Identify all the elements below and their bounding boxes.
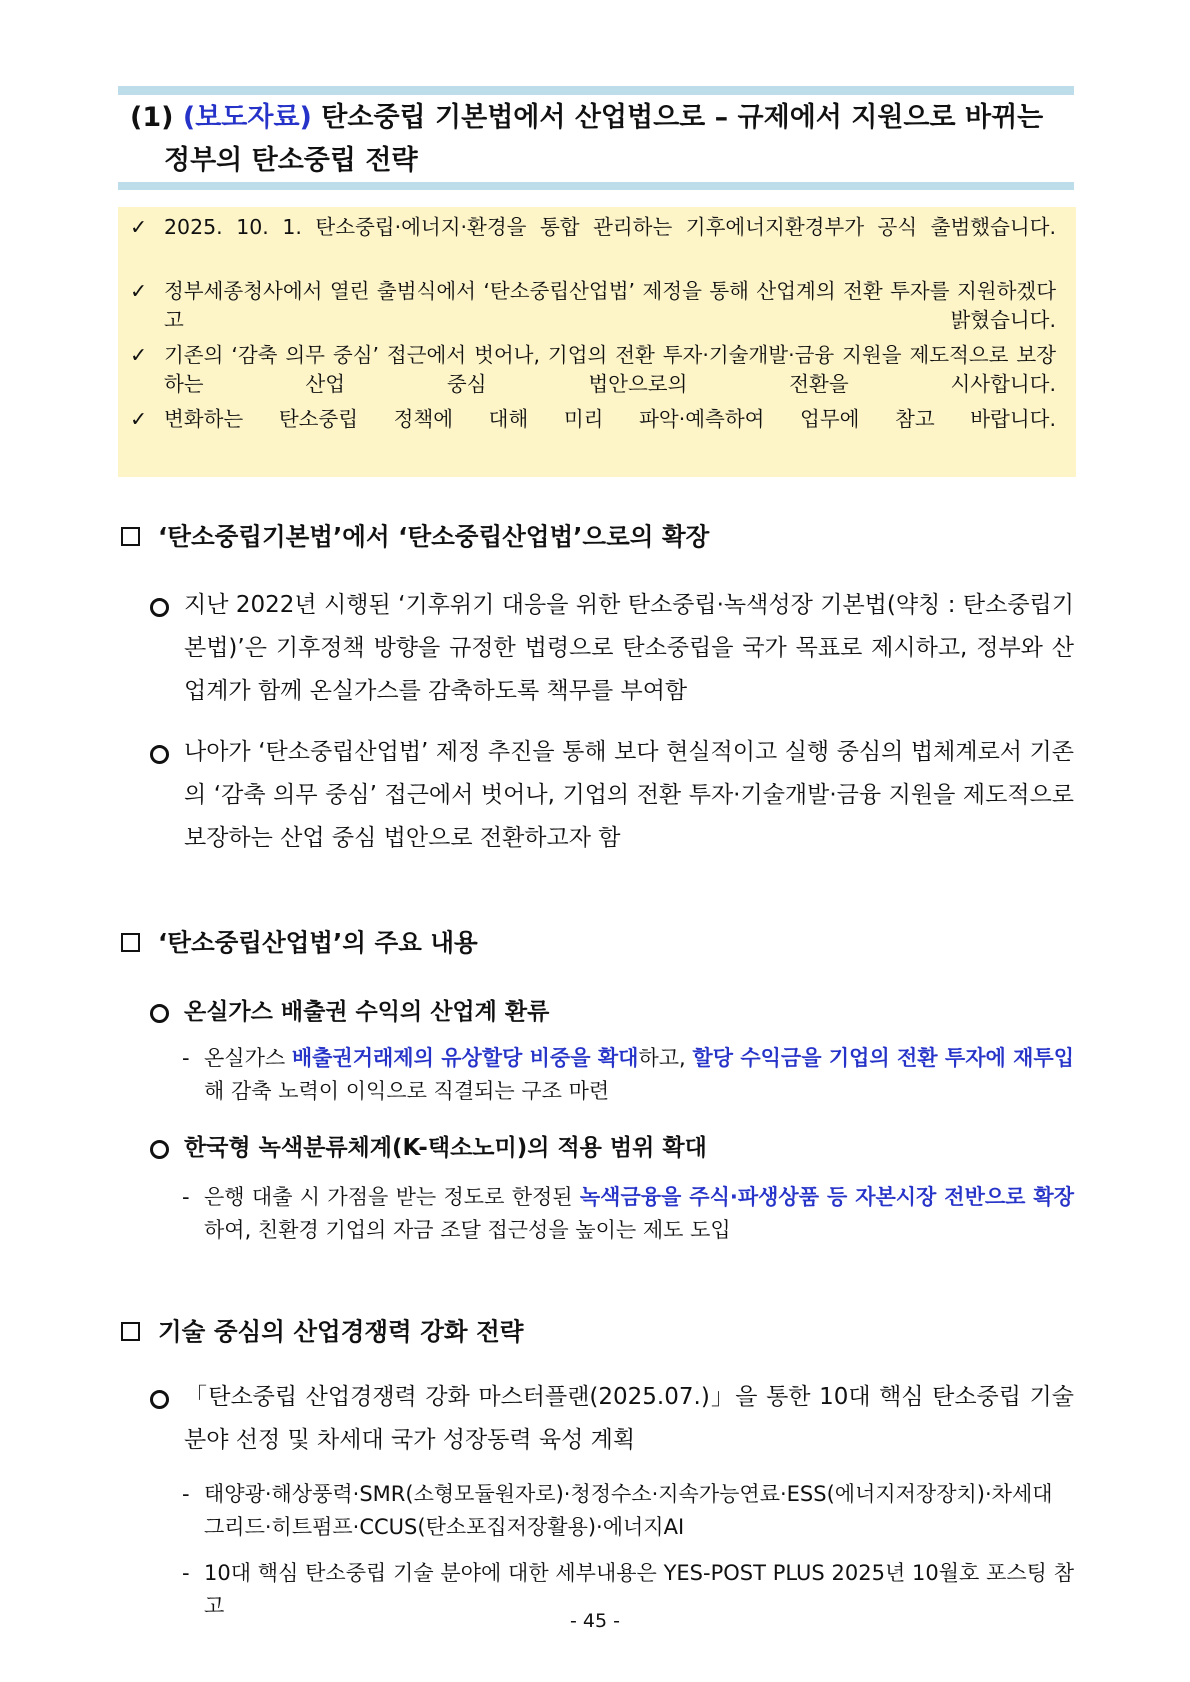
dash-item-text: 태양광·해상풍력·SMR(소형모듈원자로)·청정수소·지속가능연료·ESS(에너지저장장치)·차세대 그리드·히트펌프·CCUS(탄소포집저장활용)·에너지AI [204,1482,1053,1539]
section-heading-text: ‘탄소중립산업법’의 주요 내용 [158,928,478,957]
dash-bullet: - [182,1185,190,1209]
dash-item-text: 온실가스 배출권거래제의 유상할당 비중을 확대하고, 할당 수익금을 기업의 전환 투자에 재투입해 감축 노력이 이익으로 직결되는 구조 마련 [204,1046,1074,1103]
title-bottom-rule [118,182,1074,190]
summary-item [130,213,1056,271]
dash-item [182,1478,1074,1544]
title-top-rule [118,86,1074,95]
summary-item [130,405,1056,463]
title-line1: 탄소중립 기본법에서 산업법으로 – 규제에서 지원으로 바뀌는 [321,102,1044,133]
check-icon: ✓ [130,407,148,431]
summary-text: 2025. 10. 1. 탄소중립·에너지·환경을 통합 관리하는 기후에너지환경부가 공식 출범했습니다. [164,215,1056,239]
circle-item [150,1376,1074,1462]
check-icon: ✓ [130,279,148,303]
square-bullet-icon [121,1322,140,1341]
dash-item-text: 은행 대출 시 가점을 받는 정도로 한정된 녹색금융을 주식·파생상품 등 자본시장 전반으로 확장하여, 친환경 기업의 자금 조달 접근성을 높이는 제도 도입 [204,1185,1074,1242]
circle-item [150,1131,1074,1165]
page-title [130,96,1080,182]
circle-item-text: 나아가 ‘탄소중립산업법’ 제정 추진을 통해 보다 현실적이고 실행 중심의 법체계로서 기존의 ‘감축 의무 중심’ 접근에서 벗어나, 기업의 전환 투자·기술개발·금융 지원을 제도적으로 보장하는 산업 중심 법안으로 전환하고자 함 [184,739,1074,851]
highlight-text: 할당 수익금을 기업의 전환 투자에 재투입 [692,1046,1074,1070]
dash-item [182,1181,1074,1247]
summary-text: 정부세종청사에서 열린 출범식에서 ‘탄소중립산업법’ 제정을 통해 산업계의 전환 투자를 지원하겠다고 밝혔습니다. [164,279,1056,332]
section-heading [121,520,709,554]
title-number: (1) [130,102,174,133]
circle-item-text: 「탄소중립 산업경쟁력 강화 마스터플랜(2025.07.)」을 통한 10대 핵심 탄소중립 기술분야 선정 및 차세대 국가 성장동력 육성 계획 [184,1384,1074,1453]
dash-item [182,1042,1074,1108]
dash-item-text: 10대 핵심 탄소중립 기술 분야에 대한 세부내용은 YES-POST PLUS 2025년 10월호 포스팅 참고 [204,1561,1074,1618]
dash-bullet: - [182,1482,190,1506]
title-line2: 정부의 탄소중립 전략 [164,145,418,176]
circle-bullet-icon [150,1139,169,1165]
circle-item-text: 지난 2022년 시행된 ‘기후위기 대응을 위한 탄소중립·녹색성장 기본법(약칭 : 탄소중립기본법)’은 기후정책 방향을 규정한 법령으로 탄소중립을 국가 목표로 제시하고, 정부와 산업계가 함께 온실가스를 감축하도록 책무를 부여함 [184,592,1074,704]
circle-bullet-icon [150,1003,169,1029]
circle-bullet-icon [150,744,169,770]
section-heading-text: 기술 중심의 산업경쟁력 강화 전략 [158,1317,524,1346]
circle-bullet-icon [150,597,169,623]
circle-bullet-icon [150,1389,169,1415]
section-heading-text: ‘탄소중립기본법’에서 ‘탄소중립산업법’으로의 확장 [158,522,710,551]
summary-box [118,207,1076,477]
dash-bullet: - [182,1046,190,1070]
circle-item [150,995,1074,1029]
subsection-title: 한국형 녹색분류체계(K-택소노미)의 적용 범위 확대 [184,1135,707,1161]
square-bullet-icon [121,933,140,952]
check-icon: ✓ [130,343,148,367]
title-tag: (보도자료) [182,102,312,133]
dash-bullet: - [182,1561,190,1585]
circle-item [150,584,1074,713]
subsection-title: 온실가스 배출권 수익의 산업계 환류 [184,999,550,1025]
page-number: - 45 - [570,1610,620,1632]
highlight-text: 배출권거래제의 유상할당 비중을 확대 [291,1046,639,1070]
summary-text: 기존의 ‘감축 의무 중심’ 접근에서 벗어나, 기업의 전환 투자·기술개발·금융 지원을 제도적으로 보장하는 산업 중심 법안으로의 전환을 시사합니다. [164,343,1056,396]
section-heading [121,926,478,960]
check-icon: ✓ [130,215,148,239]
square-bullet-icon [121,527,140,546]
summary-text: 변화하는 탄소중립 정책에 대해 미리 파악·예측하여 업무에 참고 바랍니다. [164,407,1056,431]
section-heading [121,1315,523,1349]
highlight-text: 녹색금융을 주식·파생상품 등 자본시장 전반으로 확장 [579,1185,1074,1209]
circle-item [150,731,1074,860]
